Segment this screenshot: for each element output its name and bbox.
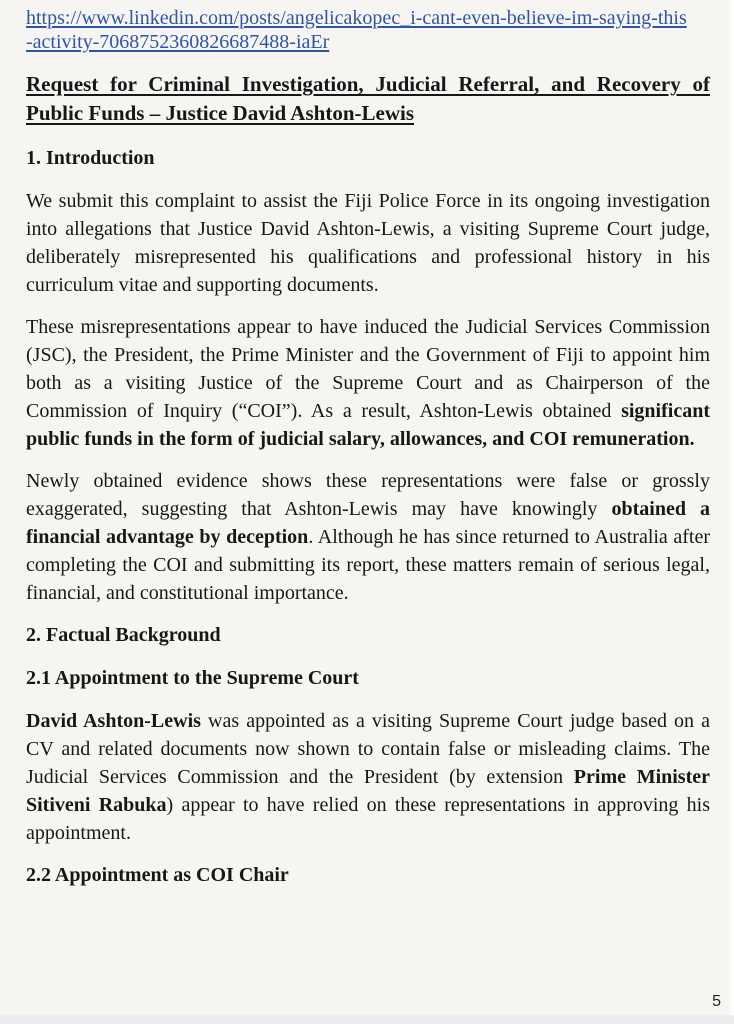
scan-edge-bottom: [0, 1015, 734, 1024]
paragraph-appointment: David Ashton-Lewis was appointed as a visiting Supreme Court judge based on a CV and related documents now shown to contain false or misleading claims. The Judicial Services Commission and the President (by extension Prime Minister Sitiveni Rabuka) appear to have relied on these representations in approving his appointment.: [26, 710, 711, 844]
linkedin-post-link-line-1: https://www.linkedin.com/posts/angelicakopec_i-cant-even-believe-im-saying-this: [26, 7, 687, 29]
paragraph-misrepresentations: These misrepresentations appear to have induced the Judicial Services Commission (JSC), the President, the Prime Minister and the Government of Fiji to appoint him both as a visiting Justice of the Supreme Court and as Chairperson of the Commission of Inquiry (“COI”). As a result, Ashton-Lewis obtained significant public funds in the form of judicial salary, allowances, and COI remuneration.: [26, 316, 710, 450]
heading-introduction: 1. Introduction: [26, 147, 155, 169]
paragraph-introduction: We submit this complaint to assist the Fiji Police Force in its ongoing investigation into allegations that Justice David Ashton-Lewis, a visiting Supreme Court judge, deliberately misrepresented his qualifications and professional history in his curriculum vitae and supporting documents.: [26, 190, 710, 296]
document-title: Request for Criminal Investigation, Judicial Referral, and Recovery of Public Funds – Justice David Ashton-Lewis: [26, 72, 710, 125]
document-content: [26, 6, 710, 904]
heading-factual-background: 2. Factual Background: [26, 624, 221, 646]
linkedin-post-link[interactable]: [26, 6, 710, 54]
paragraph-evidence: Newly obtained evidence shows these representations were false or grossly exaggerated, suggesting that Ashton-Lewis may have knowingly obtained a financial advantage by deception. Although he has since returned to Australia after completing the COI and submitting its report, these matters remain of serious legal, financial, and constitutional importance.: [26, 470, 711, 604]
heading-appointment-supreme-court: 2.1 Appointment to the Supreme Court: [26, 667, 359, 689]
linkedin-post-link-line-2: -activity-7068752360826687488-iaEr: [26, 31, 330, 53]
page-number: 5: [712, 993, 721, 1010]
scan-edge-right: [729, 0, 734, 1024]
heading-appointment-coi-chair: 2.2 Appointment as COI Chair: [26, 864, 289, 886]
